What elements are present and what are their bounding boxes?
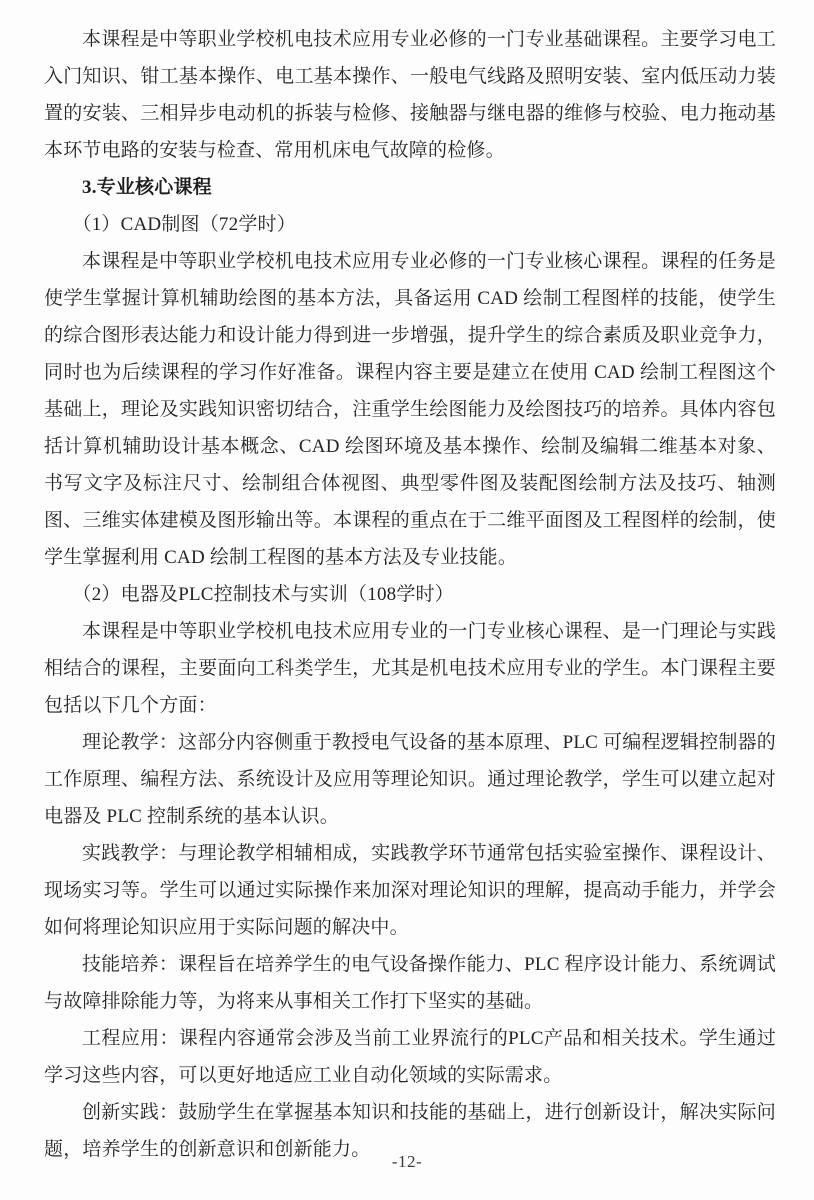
document-body	[44, 21, 776, 1168]
paragraph-engineering-application: 工程应用：课程内容通常会涉及当前工业界流行的PLC产品和相关技术。学生通过学习这些内容，可以更好地适应工业自动化领域的实际需求。	[44, 1028, 776, 1086]
paragraph-theory-teaching: 理论教学：这部分内容侧重于教授电气设备的基本原理、PLC 可编程逻辑控制器的工作原理、编程方法、系统设计及应用等理论知识。通过理论教学，学生可以建立起对电器及 PLC 控制系统的基本认识。	[44, 732, 776, 827]
paragraph-practice-teaching: 实践教学：与理论教学相辅相成，实践教学环节通常包括实验室操作、课程设计、现场实习等。学生可以通过实际操作来加深对理论知识的理解，提高动手能力，并学会如何将理论知识应用于实际问题的解决中。	[44, 843, 776, 938]
paragraph-skill-training: 技能培养：课程旨在培养学生的电气设备操作能力、PLC 程序设计能力、系统调试与故障排除能力等，为将来从事相关工作打下坚实的基础。	[44, 954, 776, 1012]
course-item-heading-plc: （2）电器及PLC控制技术与实训（108学时）	[72, 584, 454, 605]
paragraph-course-basic-description: 本课程是中等职业学校机电技术应用专业必修的一门专业基础课程。主要学习电工入门知识、钳工基本操作、电工基本操作、一般电气线路及照明安装、室内低压动力装置的安装、三相异步电动机的拆装与检修、接触器与继电器的维修与校验、电力拖动基本环节电路的安装与检查、常用机床电气故障的检修。	[44, 29, 776, 161]
paragraph-cad-course-description: 本课程是中等职业学校机电技术应用专业必修的一门专业核心课程。课程的任务是使学生掌握计算机辅助绘图的基本方法，具备运用 CAD 绘制工程图样的技能，使学生的综合图形表达能力和设计能力得到进一步增强，提升学生的综合素质及职业竞争力，同时也为后续课程的学习作好准备。课程内容主要是建立在使用 CAD 绘制工程图这个基础上，理论及实践知识密切结合，注重学生绘图能力及绘图技巧的培养。具体内容包括计算机辅助设计基本概念、CAD 绘图环境及基本操作、绘制及编辑二维基本对象、书写文字及标注尺寸、绘制组合体视图、典型零件图及装配图绘制方法及技巧、轴测图、三维实体建模及图形输出等。本课程的重点在于二维平面图及工程图样的绘制，使学生掌握利用 CAD 绘制工程图的基本方法及专业技能。	[44, 251, 776, 568]
page-footer	[0, 1152, 814, 1172]
paragraph-innovation-practice: 创新实践：鼓励学生在掌握基本知识和技能的基础上，进行创新设计，解决实际问题，培养学生的创新意识和创新能力。	[44, 1102, 776, 1160]
paragraph-plc-course-intro: 本课程是中等职业学校机电技术应用专业的一门专业核心课程、是一门理论与实践相结合的课程，主要面向工科类学生，尤其是机电技术应用专业的学生。本门课程主要包括以下几个方面：	[44, 621, 776, 716]
course-item-heading-cad: （1）CAD制图（72学时）	[72, 214, 296, 235]
section-heading-core-courses: 3.专业核心课程	[82, 177, 212, 198]
page-number: -12-	[391, 1152, 423, 1171]
